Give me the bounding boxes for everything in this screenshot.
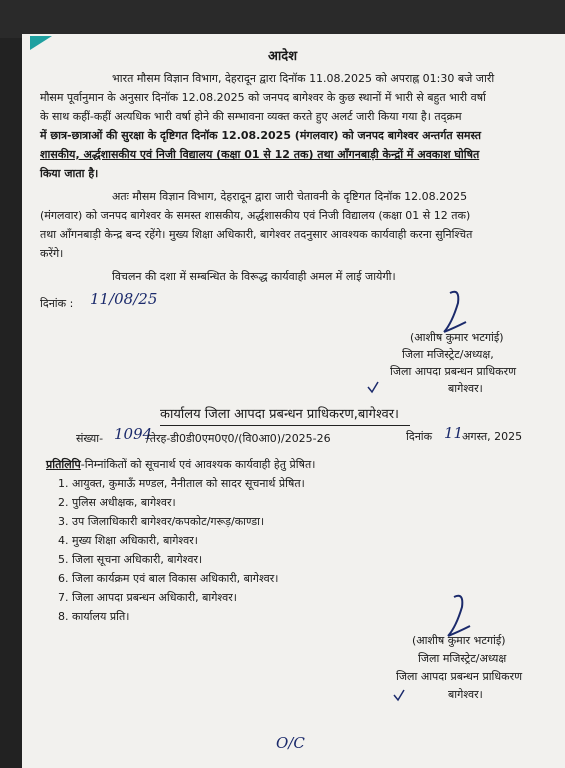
para1-line: किया जाता है। bbox=[40, 167, 99, 180]
para1-line: मौसम पूर्वानुमान के अनुसार दिनॉक 12.08.2025 को जनपद बागेश्वर के कुछ स्थानों में भारी से बहुत भारी वर्षा bbox=[40, 91, 486, 104]
office-date-suffix: अगस्त, 2025 bbox=[462, 430, 523, 443]
recipient-item: 5. जिला सूचना अधिकारी, बागेश्वर। bbox=[58, 553, 203, 566]
ref-suffix: /तेरह-डी0डी0एम0ए0/(वि0आ0)/2025-26 bbox=[146, 432, 331, 445]
office-sign-name: (आशीष कुमार भटगांई) bbox=[412, 634, 506, 647]
order-sign-name: (आशीष कुमार भटगांई) bbox=[410, 331, 504, 344]
para1-line: भारत मौसम विज्ञान विभाग, देहरादून द्वारा दिनॉक 11.08.2025 को अपराह्न 01:30 बजे जारी bbox=[112, 72, 495, 85]
copy-intro-bold: प्रतिलिपि bbox=[46, 458, 81, 471]
office-title-underline bbox=[160, 425, 410, 426]
footer-handwritten: O/C bbox=[276, 734, 305, 752]
ref-prefix: संख्या- bbox=[76, 432, 104, 445]
top-dark-band bbox=[0, 0, 565, 38]
para1-line: शासकीय, अर्द्धशासकीय एवं निजी विद्यालय (कक्षा 01 से 12 तक) तथा आँगनबाड़ी केन्द्रों में अवकाश घोषित bbox=[40, 148, 480, 161]
recipient-item: 4. मुख्य शिक्षा अधिकारी, बागेश्वर। bbox=[58, 534, 198, 547]
order-sign-body: जिला आपदा प्रबन्धन प्राधिकरण bbox=[390, 365, 517, 378]
recipient-item: 2. पुलिस अधीक्षक, बागेश्वर। bbox=[58, 496, 176, 509]
ref-number-handwritten: 1094 bbox=[114, 425, 153, 443]
para2-line: (मंगलवार) को जनपद बागेश्वर के समस्त शासकीय, अर्द्धशासकीय एवं निजी विद्यालय (कक्षा 01 से 12 तक) bbox=[40, 209, 471, 222]
order-date-label: दिनांक : bbox=[40, 297, 74, 310]
order-date-handwritten: 11/08/25 bbox=[90, 290, 158, 308]
copy-intro bbox=[46, 458, 315, 472]
office-sign-body: जिला आपदा प्रबन्धन प्राधिकरण bbox=[396, 670, 523, 683]
copy-intro-rest: -निम्नांकितों को सूचनार्थ एवं आवश्यक कार्यवाही हेतु प्रेषित। bbox=[80, 458, 316, 471]
recipient-item: 7. जिला आपदा प्रबन्धन अधिकारी, बागेश्वर। bbox=[58, 591, 237, 604]
office-sign-title: जिला मजिस्ट्रेट/अध्यक्ष bbox=[418, 652, 507, 665]
para1-line: के साथ कहीं-कहीं अत्यधिक भारी वर्षा होने की सम्भावना व्यक्त करते हुए अलर्ट जारी किया गया है। तद्क्रम bbox=[40, 110, 462, 123]
order-sign-place: बागेश्वर। bbox=[448, 382, 483, 395]
recipient-item: 3. उप जिलाधिकारी बागेश्वर/कपकोट/गरूड़/काण्डा। bbox=[58, 515, 265, 528]
office-sign-place: बागेश्वर। bbox=[448, 688, 483, 701]
page-fold-corner bbox=[30, 36, 52, 50]
tick-mark-icon bbox=[392, 688, 406, 702]
recipient-item: 8. कार्यालय प्रति। bbox=[58, 610, 130, 623]
order-sign-title: जिला मजिस्ट्रेट/अध्यक्ष, bbox=[402, 348, 494, 361]
recipient-item: 1. आयुक्त, कुमाऊँ मण्डल, नैनीताल को सादर सूचनार्थ प्रेषित। bbox=[58, 477, 305, 490]
office-title: कार्यालय जिला आपदा प्रबन्धन प्राधिकरण,बागेश्वर। bbox=[160, 407, 399, 422]
para1-line: में छात्र-छात्राओं की सुरक्षा के दृष्टिगत दिनॉक 12.08.2025 (मंगलवार) को जनपद बागेश्वर अन्तर्गत समस्त bbox=[40, 129, 482, 142]
office-date-handwritten: 11 bbox=[444, 424, 464, 442]
para2-line: तथा आँगनबाड़ी केन्द्र बन्द रहेंगे। मुख्य शिक्षा अधिकारी, बागेश्वर तदनुसार आवश्यक कार्यवाही करना सुनिश्चित bbox=[40, 228, 473, 241]
tick-mark-icon bbox=[366, 380, 380, 394]
para2-line: अतः मौसम विज्ञान विभाग, देहरादून द्वारा जारी चेतावनी के दृष्टिगत दिनॉक 12.08.2025 bbox=[112, 190, 468, 203]
para3: विचलन की दशा में सम्बन्धित के विरूद्ध कार्यवाही अमल में लाई जायेगी। bbox=[112, 270, 396, 283]
office-date-label: दिनांक bbox=[406, 430, 433, 443]
recipient-item: 6. जिला कार्यक्रम एवं बाल विकास अधिकारी, बागेश्वर। bbox=[58, 572, 279, 585]
order-heading: आदेश bbox=[268, 49, 298, 64]
para2-line: करेंगे। bbox=[40, 247, 64, 260]
